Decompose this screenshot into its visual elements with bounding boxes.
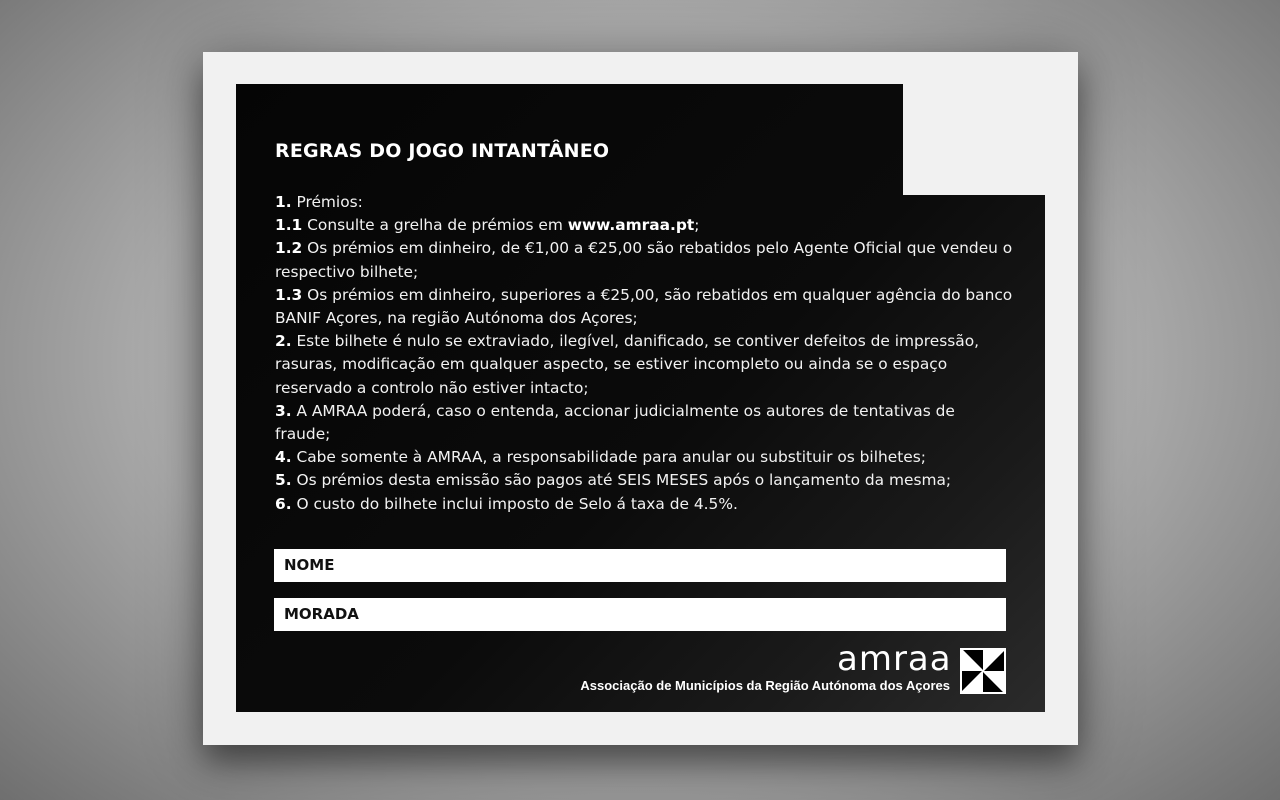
ticket-card: [203, 52, 1078, 745]
rule-item: 5. Os prémios desta emissão são pagos até SEIS MESES após o lançamento da mesma;: [275, 471, 952, 490]
rule-item: 1.1 Consulte a grelha de prémios em www.amraa.pt;: [275, 216, 700, 235]
rule-item: 6. O custo do bilhete inclui imposto de Selo á taxa de 4.5%.: [275, 494, 738, 513]
rules-list: [275, 191, 1015, 516]
rule-item: 1. Prémios:: [275, 193, 363, 211]
address-field[interactable]: [274, 598, 1006, 631]
panel-notch: [903, 84, 1078, 195]
rule-item: 1.3 Os prémios em dinheiro, superiores a €25,00, são rebatidos em qualquer agência do banco BANIF Açores, na região Autónoma dos Açores;: [275, 285, 1013, 328]
logo-tagline: Associação de Municípios da Região Autónoma dos Açores: [580, 678, 950, 693]
address-field-label: MORADA: [284, 605, 359, 623]
rule-item: 2. Este bilhete é nulo se extraviado, ilegível, danificado, se contiver defeitos de impressão, rasuras, modificação em qualquer aspecto, se estiver incompleto ou ainda se o espaço reservado a controlo não estiver intacto;: [275, 332, 980, 397]
rule-item: 1.2 Os prémios em dinheiro, de €1,00 a €25,00 são rebatidos pelo Agente Oficial que vendeu o respectivo bilhete;: [275, 239, 1013, 281]
name-field-label: NOME: [284, 556, 335, 574]
website-link: www.amraa.pt: [567, 216, 695, 235]
page-title: REGRAS DO JOGO INTANTÂNEO: [275, 140, 610, 162]
logo-wordmark: amraa: [837, 639, 952, 679]
name-field[interactable]: [274, 549, 1006, 582]
amraa-cross-icon: [960, 648, 1006, 694]
rule-item: 3. A AMRAA poderá, caso o entenda, accionar judicialmente os autores de tentativas de fraude;: [275, 401, 955, 444]
rule-item: 4. Cabe somente à AMRAA, a responsabilidade para anular ou substituir os bilhetes;: [275, 448, 926, 467]
